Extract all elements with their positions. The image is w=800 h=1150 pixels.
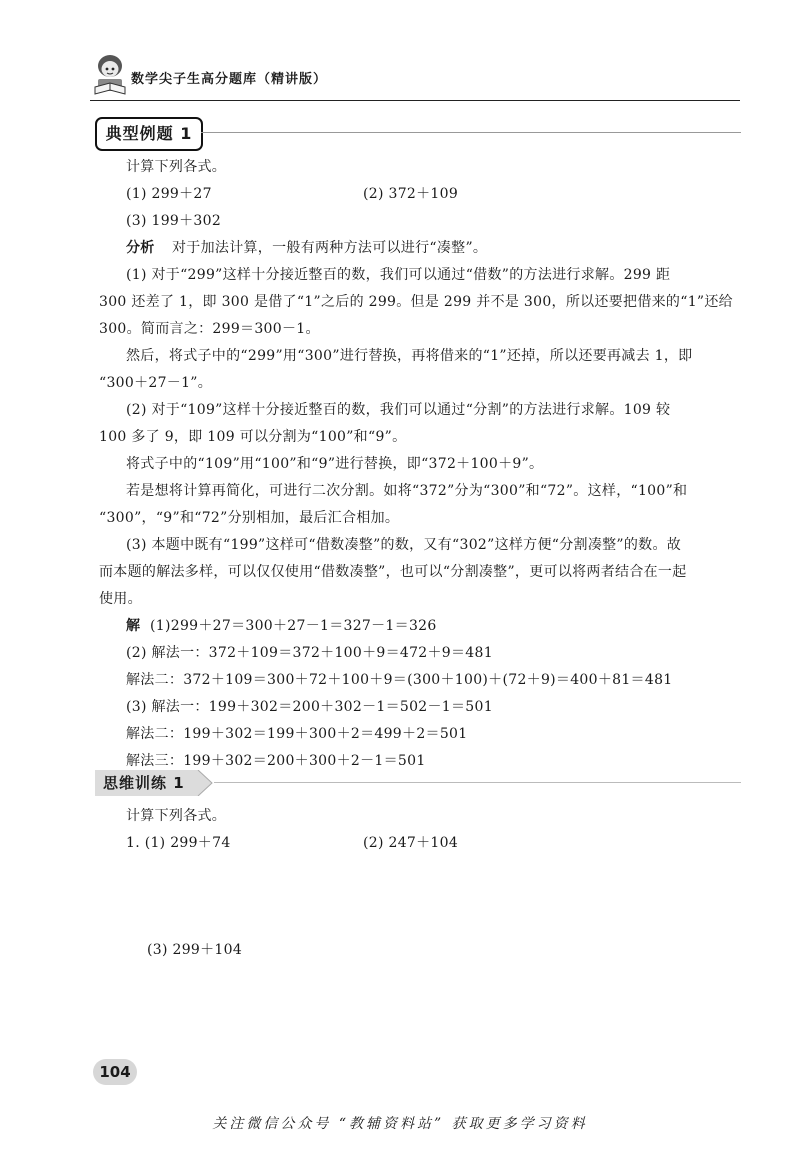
solution-line: 解法二：199＋302＝199＋300＋2＝499＋2＝501 (126, 726, 468, 742)
training-item: (3) 299＋104 (147, 942, 243, 958)
analysis-line: (3) 本题中既有“199”这样可“借数凑整”的数，又有“302”这样方便“分割凑整”的数。故 (126, 537, 682, 553)
analysis-line: 使用。 (99, 591, 142, 607)
analysis-line: 然后，将式子中的“299”用“300”进行替换，再将借来的“1”还掉，所以还要再减去 1，即 (126, 348, 693, 364)
training-item: 1. (1) 299＋74 (126, 835, 231, 851)
analysis-line: 300。简而言之：299＝300－1。 (99, 321, 320, 337)
analysis-line: “300＋27－1”。 (99, 375, 213, 391)
training-item: (2) 247＋104 (363, 835, 459, 851)
example-heading-rule (201, 132, 741, 133)
solution-line: (3) 解法一：199＋302＝200＋302－1＝502－1＝501 (126, 699, 493, 715)
solution-line: (2) 解法一：372＋109＝372＋100＋9＝472＋9＝481 (126, 645, 493, 661)
book-series-title: 数学尖子生高分题库（精讲版） (131, 72, 328, 87)
analysis-line: 若是想将计算再简化，可进行二次分割。如将“372”分为“300”和“72”。这样，“100”和 (126, 483, 688, 499)
solution-line: 解法二：372＋109＝300＋72＋100＋9＝(300＋100)＋(72＋9)＝400＋81＝481 (126, 672, 673, 688)
solution-line: (1)299＋27＝300＋27－1＝327－1＝326 (150, 618, 437, 634)
cartoon-child-reading-icon (92, 52, 128, 96)
solution-label: 解 (126, 618, 141, 634)
analysis-line: 将式子中的“109”用“100”和“9”进行替换，即“372＋100＋9”。 (126, 456, 544, 472)
page-number: 104 (93, 1059, 137, 1085)
example-problem-1: (1) 299＋27 (126, 186, 212, 202)
analysis-line: 而本题的解法多样，可以仅仅使用“借数凑整”，也可以“分割凑整”，更可以将两者结合在一起 (99, 564, 687, 580)
solution-line: 解法三：199＋302＝200＋300＋2－1＝501 (126, 753, 426, 769)
example-problem-2: (2) 372＋109 (363, 186, 459, 202)
analysis-line: “300”，“9”和“72”分别相加，最后汇合相加。 (99, 510, 400, 526)
training-heading: 思维训练 1 (95, 770, 195, 796)
analysis-label: 分析 (126, 240, 155, 256)
analysis-line: (1) 对于“299”这样十分接近整百的数，我们可以通过“借数”的方法进行求解。299 距 (126, 267, 671, 283)
analysis-line: 对于加法计算，一般有两种方法可以进行“凑整”。 (172, 240, 488, 256)
example-heading: 典型例题 1 (95, 117, 203, 151)
example-prompt: 计算下列各式。 (126, 159, 227, 175)
analysis-line: (2) 对于“109”这样十分接近整百的数，我们可以通过“分割”的方法进行求解。109 较 (126, 402, 671, 418)
analysis-line: 100 多了 9，即 109 可以分割为“100”和“9”。 (99, 429, 407, 445)
training-heading-rule (214, 782, 741, 783)
footer-notice: 关注微信公众号 “教辅资料站” 获取更多学习资料 (212, 1116, 588, 1132)
training-prompt: 计算下列各式。 (126, 808, 227, 824)
example-problem-3: (3) 199＋302 (126, 213, 222, 229)
analysis-line: 300 还差了 1，即 300 是借了“1”之后的 299。但是 299 并不是 300，所以还要把借来的“1”还给 (99, 294, 733, 310)
header-divider (90, 100, 740, 101)
arrow-tag-icon (190, 770, 214, 796)
